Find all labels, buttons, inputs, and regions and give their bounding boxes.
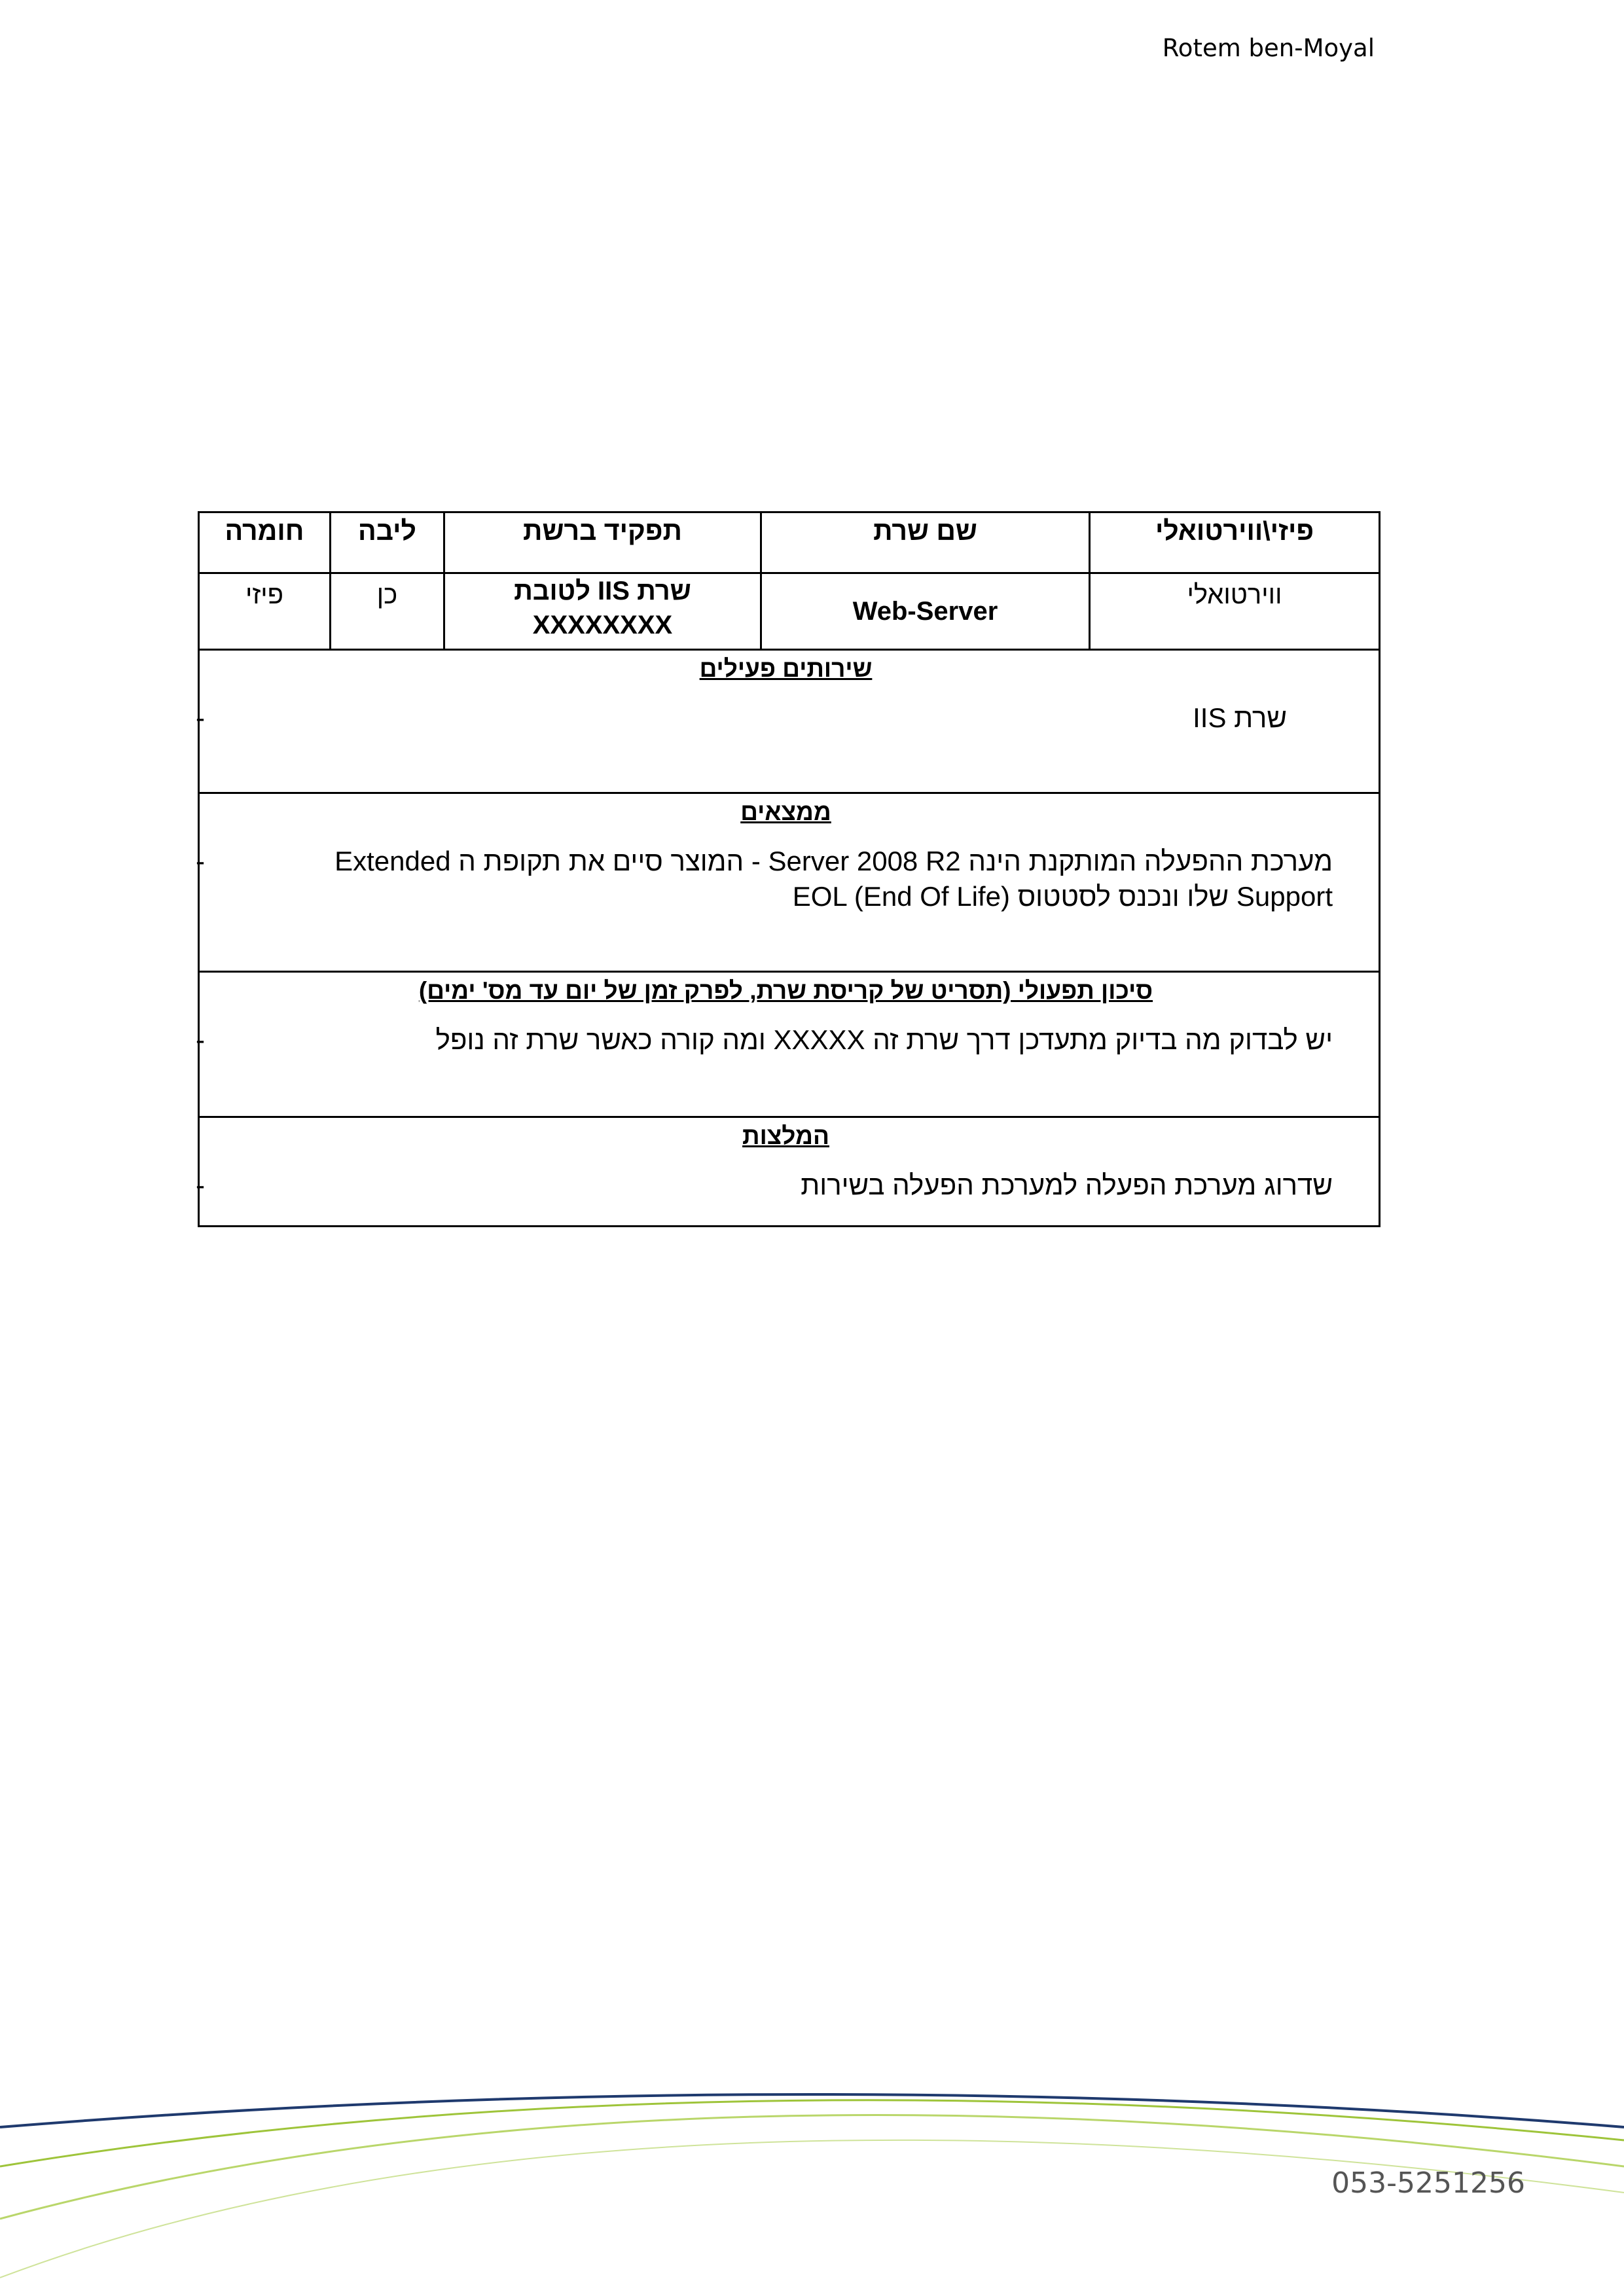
cell-type: ווירטואלי [1090, 573, 1380, 650]
footer-curve-navy [0, 2094, 1624, 2127]
section-findings [199, 793, 1380, 972]
cell-role: שרת IIS לטובת XXXXXXXX [444, 573, 761, 650]
findings-list [196, 844, 1333, 914]
list-item-text: מערכת ההפעלה המותקנת הינה Server 2008 R2 - המוצר סיים את תקופת ה Extended Support שלו ונכנס לסטטוס EOL (End Of Life) [334, 846, 1333, 912]
section-title-findings: ממצאים [740, 798, 831, 825]
server-table [198, 511, 1380, 1227]
cell-server-name: Web-Server [761, 573, 1090, 650]
list-item [196, 844, 1333, 914]
active-services-list [196, 700, 1333, 736]
col-header-hardware: חומרה [199, 512, 331, 573]
section-title-recommendations: המלצות [742, 1122, 829, 1149]
footer-curve-green-3 [0, 2140, 1624, 2278]
section-title-active-services: שירותים פעילים [699, 655, 873, 682]
dash-bullet: - [196, 1170, 205, 1200]
list-item [196, 1168, 1333, 1203]
list-item [196, 1022, 1333, 1058]
section-active-services [199, 650, 1380, 793]
list-item-text: שרת IIS [1193, 702, 1287, 733]
table-header-row [199, 512, 1380, 573]
dash-bullet: - [196, 1024, 205, 1055]
dash-bullet: - [196, 846, 205, 876]
col-header-role: תפקיד ברשת [444, 512, 761, 573]
col-header-core: ליבה [331, 512, 444, 573]
dash-bullet: - [196, 702, 205, 733]
footer-phone: 053-5251256 [1331, 2166, 1525, 2200]
list-item [196, 700, 1333, 736]
list-item-text: יש לבדוק מה בדיוק מתעדכן דרך שרת זה XXXXX ומה קורה כאשר שרת זה נופל [435, 1024, 1333, 1055]
section-operational-risk [199, 972, 1380, 1117]
table-row [199, 573, 1380, 650]
recommendations-list [196, 1168, 1333, 1203]
risk-list [196, 1022, 1333, 1058]
section-recommendations [199, 1117, 1380, 1227]
cell-core: כן [331, 573, 444, 650]
col-header-type: פיזי\ווירטואלי [1090, 512, 1380, 573]
cell-hardware: פיזי [199, 573, 331, 650]
section-title-operational-risk: סיכון תפעולי (תסריט של קריסת שרת, לפרק זמן של יום עד מס' ימים) [418, 977, 1153, 1004]
list-item-text: שדרוג מערכת הפעלה למערכת הפעלה בשירות [801, 1170, 1333, 1200]
author-name: Rotem ben-Moyal [1162, 34, 1375, 62]
col-header-server-name: שם שרת [761, 512, 1090, 573]
